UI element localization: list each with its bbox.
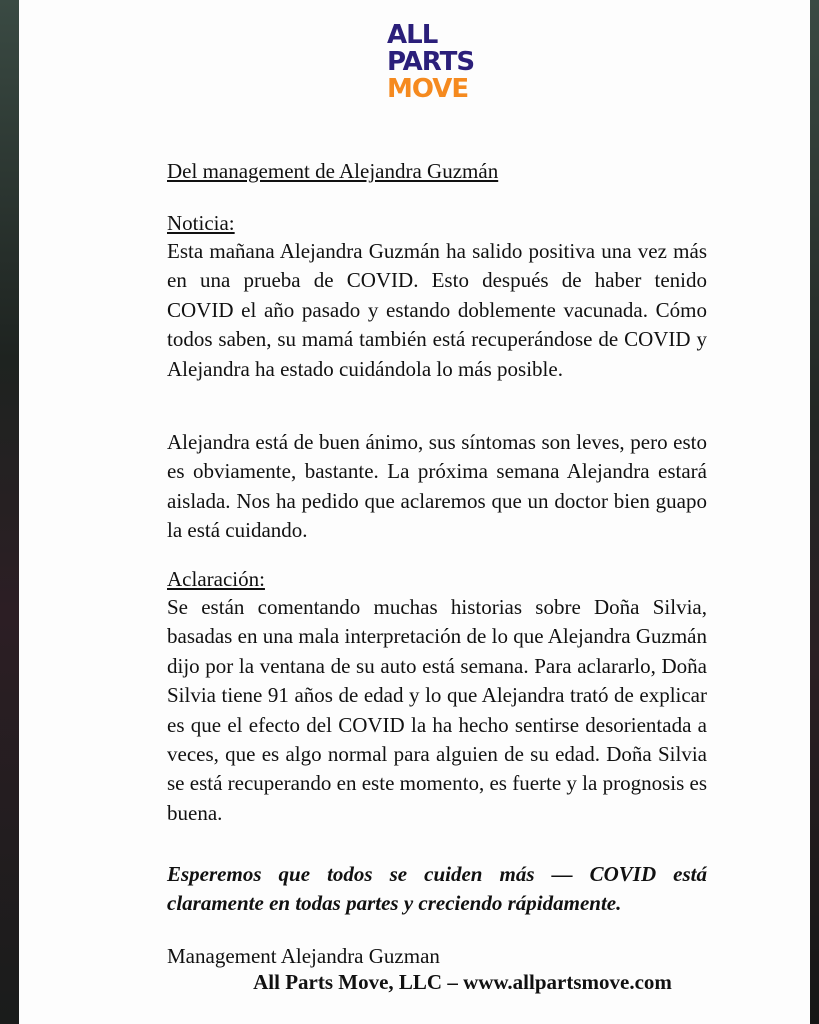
logo-line-all: ALL (387, 20, 438, 50)
aclaracion-section (167, 565, 707, 828)
logo-line-parts: PARTS (387, 47, 475, 77)
footer (19, 970, 810, 995)
right-photo-edge (810, 0, 819, 1024)
closing-statement: Esperemos que todos se cuiden más — COVID está claramente en todas partes y creciendo rápidamente. (167, 862, 707, 915)
left-photo-edge (0, 0, 19, 1024)
aclaracion-paragraph: Se están comentando muchas historias sobre Doña Silvia, basadas en una mala interpretación de lo que Alejandra Guzmán dijo por la ventana de su auto está semana. Para aclararlo, Doña Silvia tiene 91 años de edad y lo que Alejandra trató de explicar es que el efecto del COVID la ha hecho sentirse desorientada a veces, que es algo normal para alguien de su edad. Doña Silvia se está recuperando en este momento, es fuerte y la prognosis es buena. (167, 595, 707, 825)
noticia-section (167, 209, 707, 384)
signature: Management Alejandra Guzman (167, 944, 440, 968)
aclaracion-label: Aclaración: (167, 567, 265, 591)
document-heading: Del management de Alejandra Guzmán (167, 159, 499, 183)
footer-text: All Parts Move, LLC – www.allpartsmove.com (253, 970, 672, 994)
status-paragraph: Alejandra está de buen ánimo, sus síntomas son leves, pero esto es obviamente, bastante. La próxima semana Alejandra estará aislada. Nos ha pedido que aclaremos que un doctor bien guapo la está cuidando. (167, 430, 707, 543)
all-parts-move-logo (387, 22, 474, 103)
logo-line-move: MOVE (387, 74, 469, 104)
noticia-label: Noticia: (167, 211, 235, 235)
noticia-paragraph: Esta mañana Alejandra Guzmán ha salido positiva una vez más en una prueba de COVID. Esto después de haber tenido COVID el año pasado y estando doblemente vacunada. Cómo todos saben, su mamá también está recuperándose de COVID y Alejandra ha estado cuidándola lo más posible. (167, 239, 707, 381)
document-page (19, 0, 810, 1024)
